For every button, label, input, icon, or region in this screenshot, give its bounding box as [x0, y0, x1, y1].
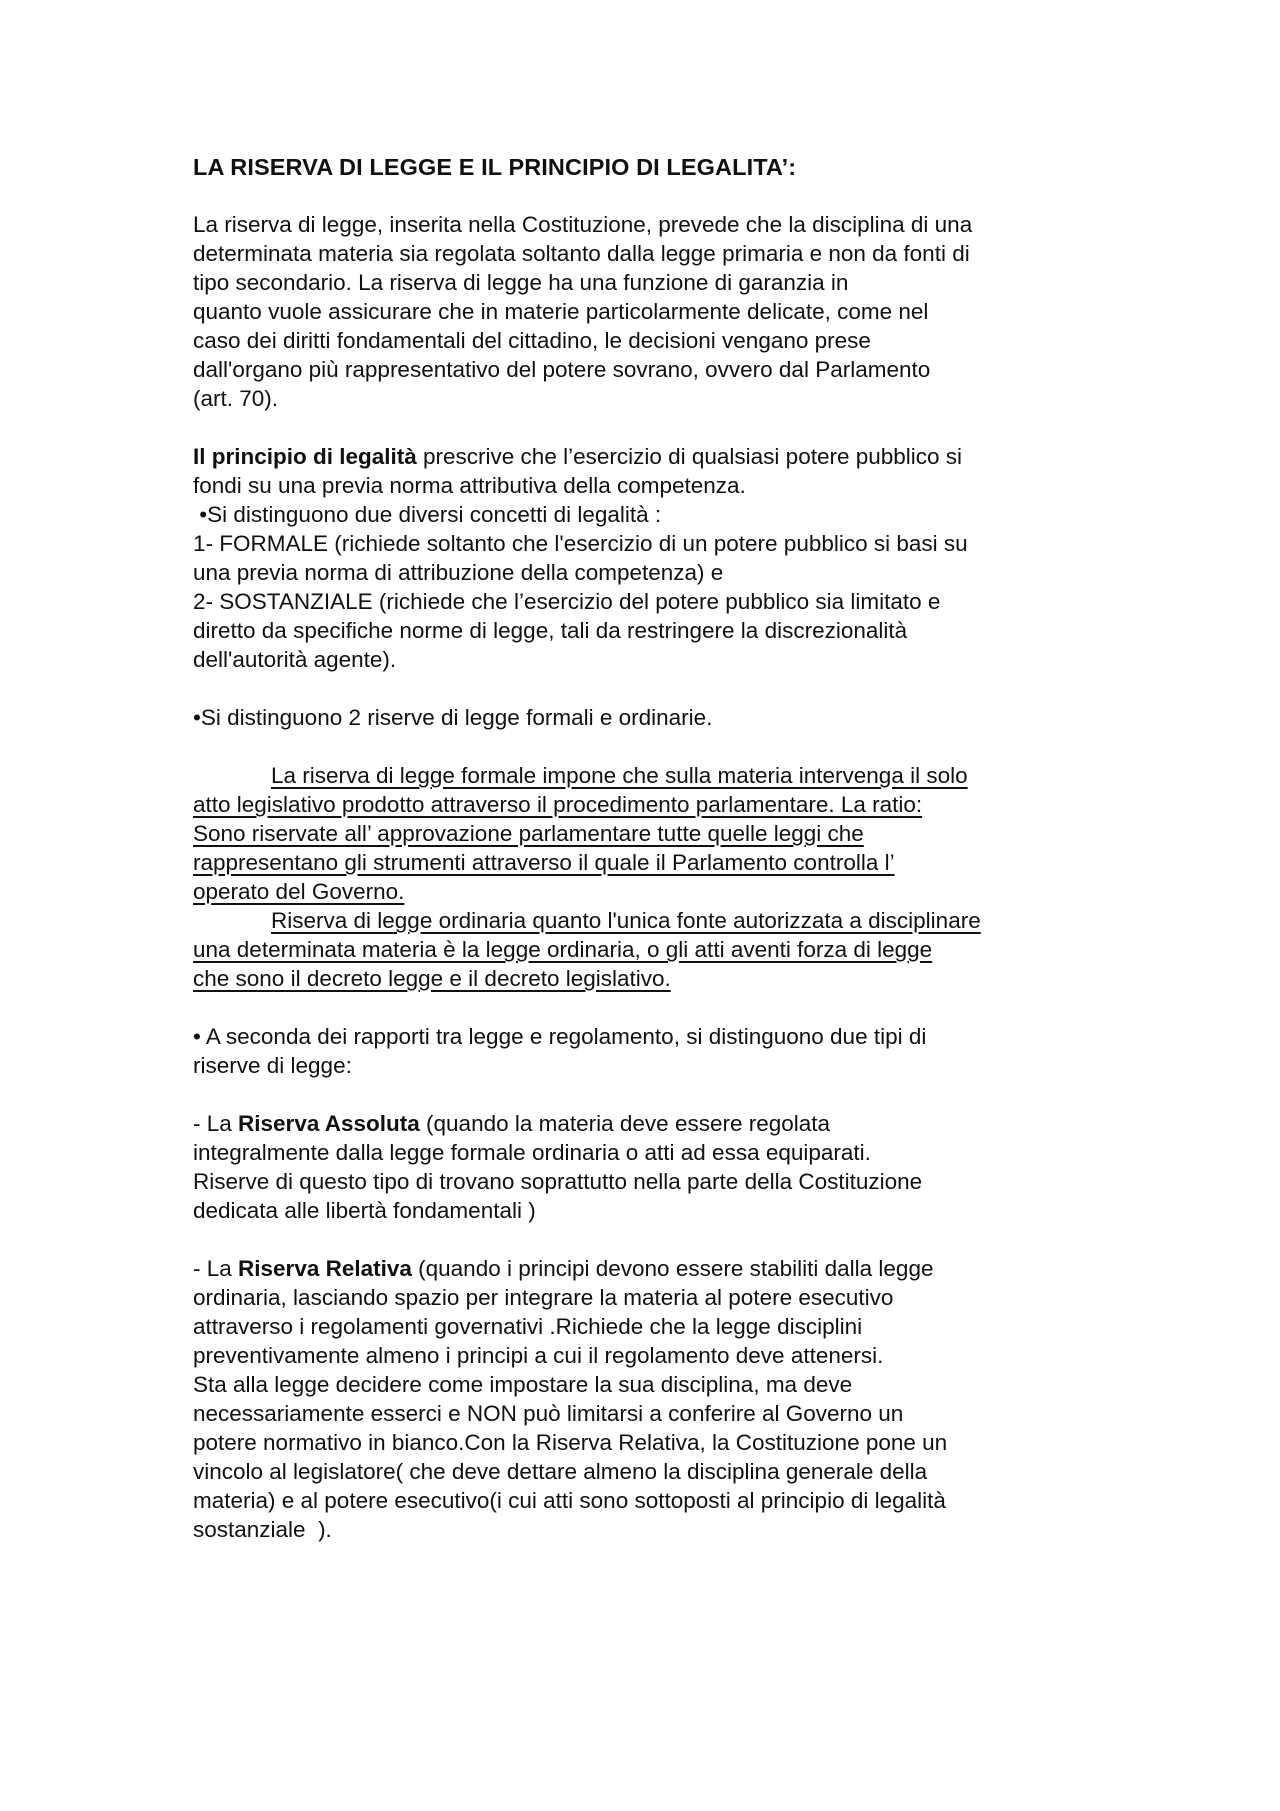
text-line: vincolo al legislatore( che deve dettare almeno la disciplina generale della: [193, 1459, 928, 1484]
underlined-text: La riserva di legge formale impone che sulla materia intervenga il solo: [271, 763, 968, 788]
text-line: caso dei diritti fondamentali del cittadino, le decisioni vengano prese: [193, 328, 871, 353]
paragraph-riserva-relativa: [193, 1254, 1153, 1544]
paragraph-principio-legalita: [193, 442, 1153, 674]
text-line: Riserve di questo tipo di trovano soprattutto nella parte della Costituzione: [193, 1169, 923, 1194]
underlined-text: rappresentano gli strumenti attraverso il quale il Parlamento controlla l’: [193, 850, 895, 875]
text-line: [193, 906, 1153, 935]
text-line: [193, 1254, 1153, 1283]
bold-term: Riserva Relativa: [238, 1256, 412, 1281]
text-run: - La: [193, 1111, 239, 1136]
text-line: •Si distinguono due diversi concetti di legalità :: [193, 502, 662, 527]
text-run: prescrive che l’esercizio di qualsiasi potere pubblico si: [416, 444, 963, 469]
underlined-text: atto legislativo prodotto attraverso il procedimento parlamentare. La ratio:: [193, 792, 923, 817]
text-line: La riserva di legge, inserita nella Costituzione, prevede che la disciplina di una: [193, 212, 973, 237]
text-line: diretto da specifiche norme di legge, tali da restringere la discrezionalità: [193, 618, 908, 643]
paragraph-tipi-riserve: [193, 1022, 1153, 1080]
text-line: dell'autorità agente).: [193, 647, 397, 672]
text-line: [193, 790, 1153, 819]
text-run: (quando la materia deve essere regolata: [419, 1111, 831, 1136]
underlined-text: Riserva di legge ordinaria quanto l'unica fonte autorizzata a disciplinare: [271, 908, 981, 933]
text-line: [193, 848, 1153, 877]
text-line: materia) e al potere esecutivo(i cui atti sono sottoposti al principio di legalità: [193, 1488, 946, 1513]
bold-term: Il principio di legalità: [193, 444, 417, 469]
text-line: (art. 70).: [193, 386, 279, 411]
paragraph-riserva-intro: [193, 210, 1153, 413]
text-line: attraverso i regolamenti governativi .Richiede che la legge disciplini: [193, 1314, 863, 1339]
text-line: necessariamente esserci e NON può limitarsi a conferire al Governo un: [193, 1401, 904, 1426]
text-line: [193, 877, 1153, 906]
text-line: tipo secondario. La riserva di legge ha una funzione di garanzia in: [193, 270, 849, 295]
text-line: integralmente dalla legge formale ordinaria o atti ad essa equiparati.: [193, 1140, 871, 1165]
paragraph-underlined-riserve: [193, 761, 1153, 993]
text-line: [193, 819, 1153, 848]
text-line: [193, 1109, 1153, 1138]
text-line: riserve di legge:: [193, 1053, 352, 1078]
text-run: - La: [193, 1256, 239, 1281]
paragraph-riserva-assoluta: [193, 1109, 1153, 1225]
text-line: una previa norma di attribuzione della competenza) e: [193, 560, 724, 585]
text-line: Sta alla legge decidere come impostare la sua disciplina, ma deve: [193, 1372, 853, 1397]
underlined-text: operato del Governo.: [193, 879, 405, 904]
text-line: 2- SOSTANZIALE (richiede che l’esercizio del potere pubblico sia limitato e: [193, 589, 941, 614]
page-title: LA RISERVA DI LEGGE E IL PRINCIPIO DI LEGALITA’:: [193, 154, 797, 180]
document-page: [193, 150, 1153, 1544]
underlined-text: una determinata materia è la legge ordinaria, o gli atti aventi forza di legge: [193, 937, 933, 962]
text-line: determinata materia sia regolata soltanto dalla legge primaria e non da fonti di: [193, 241, 970, 266]
text-line: •Si distinguono 2 riserve di legge formali e ordinarie.: [193, 705, 713, 730]
text-line: 1- FORMALE (richiede soltanto che l'esercizio di un potere pubblico si basi su: [193, 531, 968, 556]
bold-term: Riserva Assoluta: [238, 1111, 420, 1136]
text-line: [193, 964, 1153, 993]
underlined-text: che sono il decreto legge e il decreto legislativo.: [193, 966, 671, 991]
text-run: (quando i principi devono essere stabiliti dalla legge: [411, 1256, 934, 1281]
text-line: dedicata alle libertà fondamentali ): [193, 1198, 536, 1223]
underlined-text: Sono riservate all’ approvazione parlamentare tutte quelle leggi che: [193, 821, 864, 846]
text-line: [193, 761, 1153, 790]
text-line: [193, 935, 1153, 964]
text-line: • A seconda dei rapporti tra legge e regolamento, si distinguono due tipi di: [193, 1024, 927, 1049]
text-line: [193, 442, 1153, 471]
text-line: quanto vuole assicurare che in materie particolarmente delicate, come nel: [193, 299, 929, 324]
text-line: preventivamente almeno i principi a cui il regolamento deve attenersi.: [193, 1343, 884, 1368]
text-line: potere normativo in bianco.Con la Riserva Relativa, la Costituzione pone un: [193, 1430, 948, 1455]
text-line: dall'organo più rappresentativo del potere sovrano, ovvero dal Parlamento: [193, 357, 931, 382]
text-line: ordinaria, lasciando spazio per integrare la materia al potere esecutivo: [193, 1285, 894, 1310]
text-line: fondi su una previa norma attributiva della competenza.: [193, 473, 746, 498]
text-line: sostanziale ).: [193, 1517, 332, 1542]
